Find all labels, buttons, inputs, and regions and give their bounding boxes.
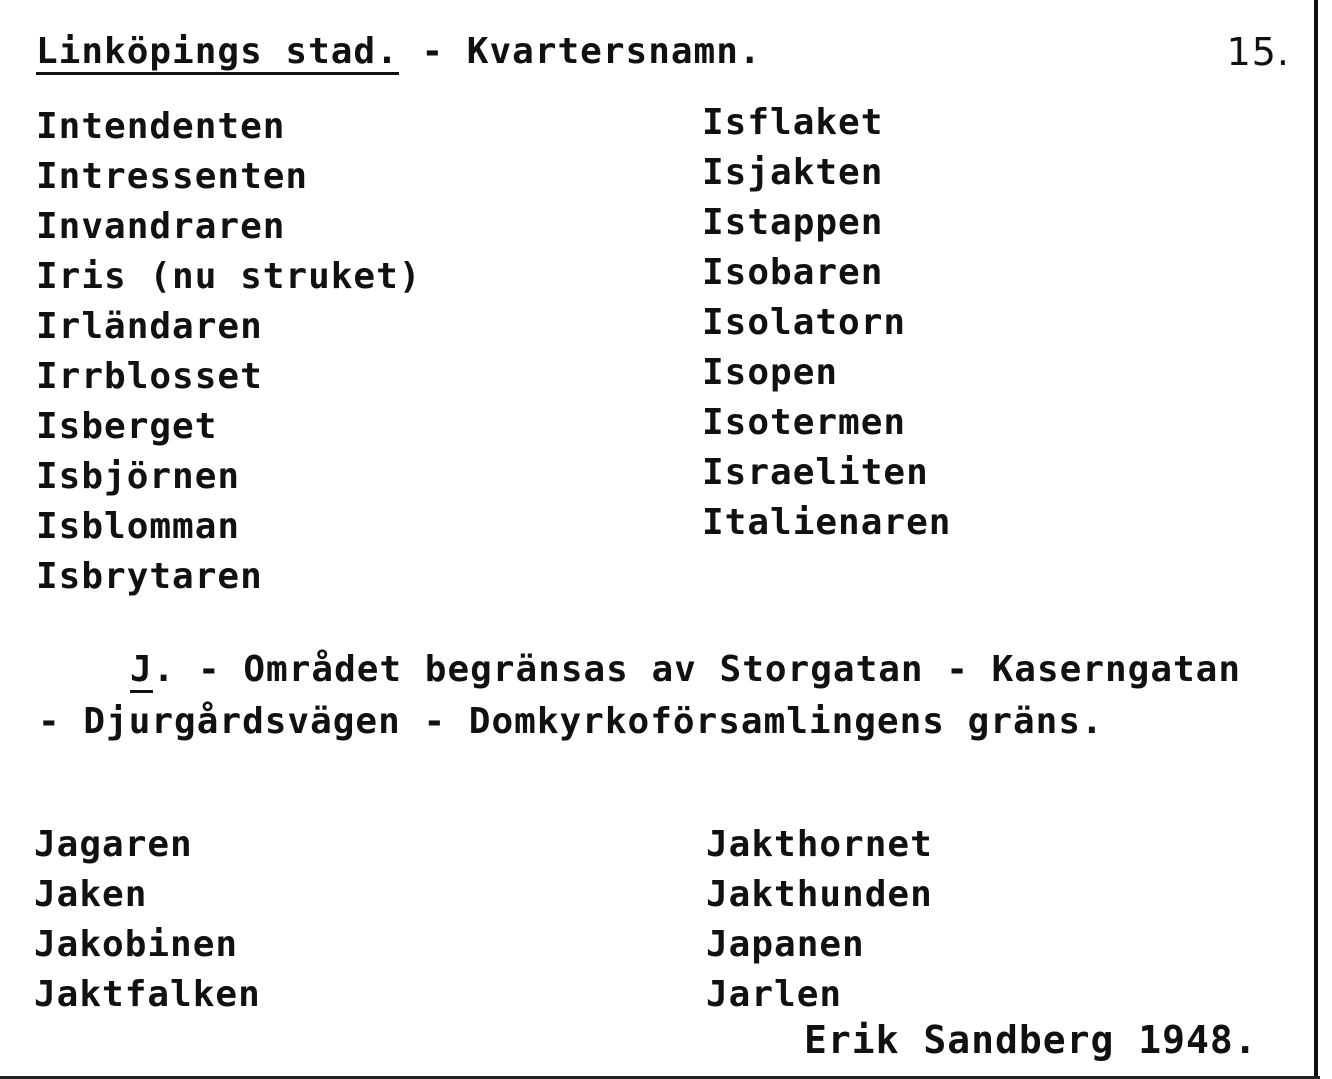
list-item: Isopen	[702, 352, 839, 393]
j-names-left-column	[34, 820, 261, 1020]
list-item: Isflaket	[702, 102, 884, 143]
j-names-right-column	[706, 820, 933, 1020]
list-item: Jaktfalken	[34, 974, 261, 1015]
list-item: Invandraren	[36, 206, 286, 247]
section-letter: J	[130, 649, 153, 693]
list-item: Isbjörnen	[36, 456, 241, 497]
list-item: Jakthornet	[706, 824, 933, 865]
list-item: Jakthunden	[706, 874, 933, 915]
list-item: Isberget	[36, 406, 218, 447]
list-item: Isotermen	[702, 402, 907, 443]
page-edge-right	[1314, 0, 1318, 1079]
list-item: Isobaren	[702, 252, 884, 293]
list-item: Italienaren	[702, 502, 952, 543]
document-title	[36, 30, 762, 74]
page-number: 15.	[1226, 30, 1290, 74]
list-item: Isbrytaren	[36, 556, 263, 597]
section-boundary-text: . - Området begränsas av Storgatan - Kaserngatan - Djurgårdsvägen - Domkyrkoförsamlingens gräns.	[38, 649, 1242, 742]
list-item: Isjakten	[702, 152, 884, 193]
list-item: Isolatorn	[702, 302, 907, 343]
author-signature: Erik Sandberg 1948.	[804, 1018, 1258, 1062]
list-item: Irrblosset	[36, 356, 263, 397]
list-item: Iris (nu struket)	[36, 256, 422, 297]
i-names-right-column	[702, 98, 951, 548]
list-item: Jaken	[34, 874, 148, 915]
city-name: Linköpings stad.	[36, 31, 399, 75]
i-names-left-column	[36, 102, 421, 602]
list-item: Japanen	[706, 924, 865, 965]
list-item: Intendenten	[36, 106, 286, 147]
j-section-description	[38, 644, 1268, 748]
list-item: Intressenten	[36, 156, 309, 197]
list-item: Irländaren	[36, 306, 263, 347]
list-item: Istappen	[702, 202, 884, 243]
list-item: Israeliten	[702, 452, 929, 493]
list-item: Jagaren	[34, 824, 193, 865]
list-item: Jakobinen	[34, 924, 239, 965]
list-item: Jarlen	[706, 974, 843, 1015]
title-subject: - Kvartersnamn.	[398, 31, 762, 72]
list-item: Isblomman	[36, 506, 241, 547]
